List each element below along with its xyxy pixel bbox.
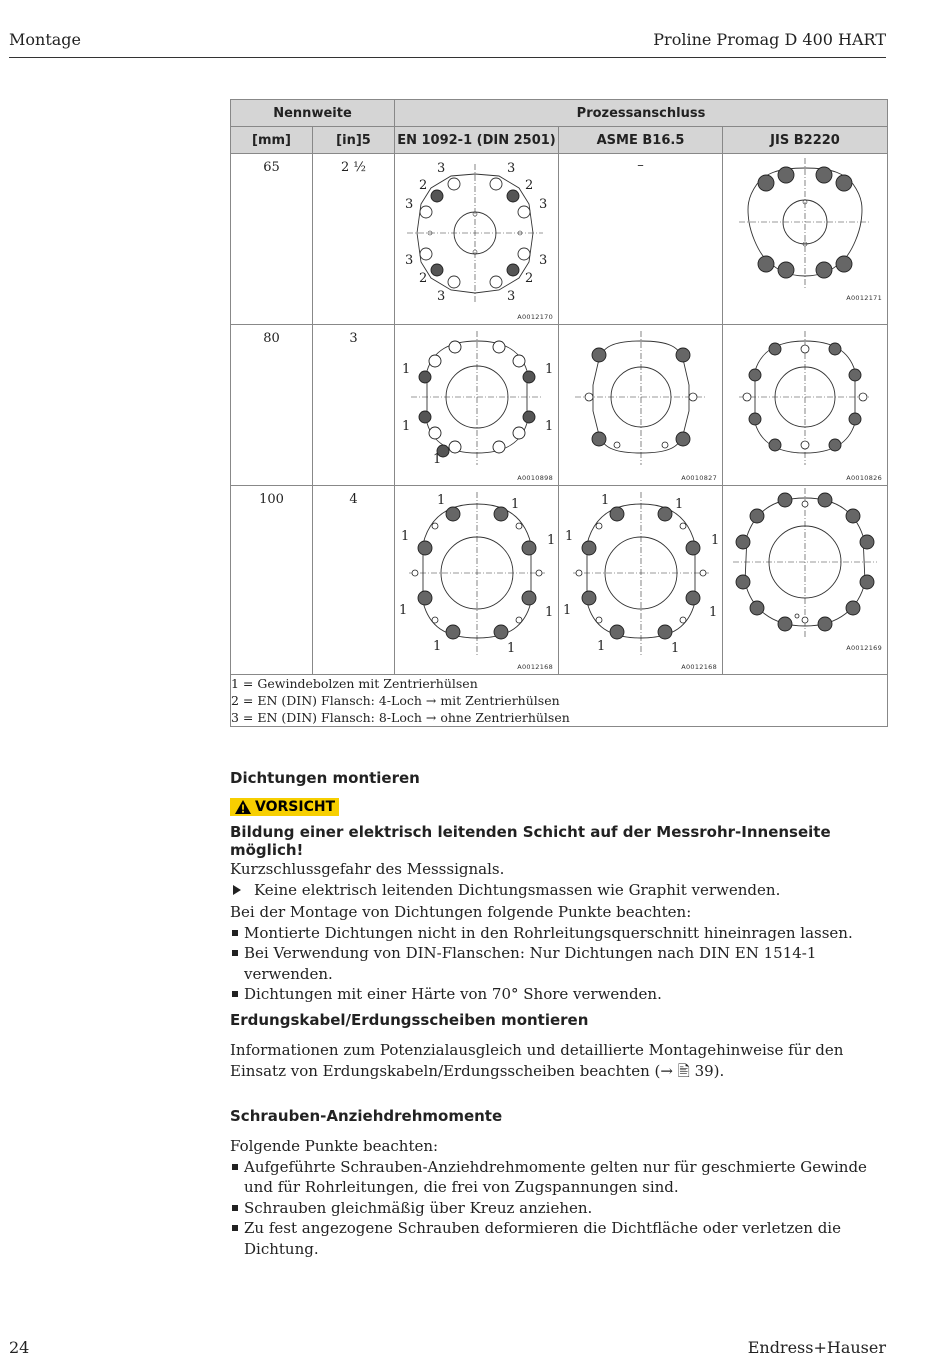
callout-3: 3 [405,253,414,268]
cell-mm: 100 [231,486,313,675]
intro-text: Bei der Montage von Dichtungen folgende Punkte beachten: [230,903,692,921]
cell-mm: 65 [231,154,313,325]
callout-1: 1 [563,603,572,618]
flange-drawing-asme-80 [559,325,723,486]
callout-3: 3 [507,161,516,176]
list-item: Schrauben gleichmäßig über Kreuz anziehen. [230,1198,890,1219]
flange-drawing-en-100 [395,486,559,675]
section-schrauben [230,1107,890,1125]
figure-code: A0010826 [846,474,882,482]
figure-code: A0010827 [681,474,717,482]
figure-code: A0012169 [846,644,882,652]
warning-headline: Bildung einer elektrisch leitenden Schicht auf der Messrohr-Innenseite möglich! [230,823,831,859]
footer-brand: Endress+Hauser [747,1338,886,1357]
header-jis: JIS B2220 [723,127,888,154]
callout-1: 1 [433,452,442,467]
callout-1: 1 [565,529,574,544]
warning-text: Kurzschlussgefahr des Messsignals. [230,860,505,878]
header-prozessanschluss: Prozessanschluss [395,100,888,127]
erdung-text-block [230,1040,890,1081]
list-item: Dichtungen mit einer Härte von 70° Shore verwenden. [230,984,890,1005]
callout-3: 3 [539,197,548,212]
cell-in: 3 [313,325,395,486]
section-erdung [230,1011,890,1029]
figure-code: A0012170 [517,313,553,321]
header-asme: ASME B16.5 [559,127,723,154]
callout-2: 2 [419,271,428,286]
callout-3: 3 [539,253,548,268]
callout-3: 3 [405,197,414,212]
callout-2: 2 [525,178,534,193]
section-title: Dichtungen montieren [230,769,420,787]
callout-1: 1 [711,533,720,548]
erdung-text: Informationen zum Potenzialausgleich und detaillierte Montagehinweise für den Einsatz von Erdungskabeln/Erdungsscheiben beachten (→ 🖹 39). [230,1041,844,1080]
flange-drawing-asme-100 [559,486,723,675]
header-in: [in]5 [313,127,395,154]
header-en: EN 1092-1 (DIN 2501) [395,127,559,154]
cell-in: 2 ½ [313,154,395,325]
cell-mm: 80 [231,325,313,486]
callout-2: 2 [525,271,534,286]
warning-block [230,798,890,819]
running-header-product: Proline Promag D 400 HART [653,30,886,49]
callout-3: 3 [507,289,516,304]
callout-1: 1 [545,605,554,620]
table-row [231,154,888,325]
callout-3: 3 [437,289,446,304]
callout-1: 1 [547,533,556,548]
flange-drawing-en-65 [395,154,559,325]
list-item: Aufgeführte Schrauben-Anziehdrehmomente gelten nur für geschmierte Gewinde und für Rohrleitungen, die frei von Zugspannungen sind. [230,1157,890,1198]
table-row [231,325,888,486]
flange-drawing-jis-100 [723,486,888,675]
dichtungen-list [230,902,890,1005]
table-row [231,486,888,675]
legend-item: 2 = EN (DIN) Flansch: 4-Loch → mit Zentrierhülsen [231,693,560,708]
callout-1: 1 [671,641,680,656]
callout-1: 1 [507,641,516,656]
legend-item: 3 = EN (DIN) Flansch: 8-Loch → ohne Zentrierhülsen [231,710,570,725]
figure-code: A0012168 [681,663,717,671]
flange-table [230,99,888,727]
figure-code: A0012171 [846,294,882,302]
section-title: Schrauben-Anziehdrehmomente [230,1107,503,1125]
callout-1: 1 [597,639,606,654]
schrauben-list [230,1136,890,1259]
flange-drawing-jis-65 [723,154,888,325]
callout-1: 1 [545,362,554,377]
callout-1: 1 [545,419,554,434]
section-dichtungen [230,769,890,787]
header-nennweite: Nennweite [231,100,395,127]
table-legend [231,675,888,727]
callout-1: 1 [402,419,411,434]
warning-badge [230,798,339,816]
section-title: Erdungskabel/Erdungsscheiben montieren [230,1011,589,1029]
callout-1: 1 [401,529,410,544]
warning-action [230,880,890,901]
callout-1: 1 [433,639,442,654]
not-available-dash: – [637,158,644,173]
flange-drawing-asme-65 [559,154,723,325]
flange-drawing-jis-80 [723,325,888,486]
figure-code: A0010898 [517,474,553,482]
running-header-section: Montage [9,30,81,49]
header-mm: [mm] [231,127,313,154]
callout-1: 1 [675,497,684,512]
callout-1: 1 [402,362,411,377]
list-item: Bei Verwendung von DIN-Flanschen: Nur Dichtungen nach DIN EN 1514-1 verwenden. [230,943,890,984]
list-item: Zu fest angezogene Schrauben deformieren die Dichtfläche oder verletzen die Dichtung. [230,1218,890,1259]
intro-text: Folgende Punkte beachten: [230,1137,439,1155]
callout-1: 1 [601,493,610,508]
warning-action-text: Keine elektrisch leitenden Dichtungsmassen wie Graphit verwenden. [254,880,781,899]
cell-in: 4 [313,486,395,675]
warning-triangle-icon [234,799,252,815]
warning-label: VORSICHT [255,799,336,815]
callout-1: 1 [437,493,446,508]
callout-2: 2 [419,178,428,193]
legend-item: 1 = Gewindebolzen mit Zentrierhülsen [231,676,478,691]
callout-1: 1 [399,603,408,618]
header-rule [9,57,886,58]
flange-drawing-en-80 [395,325,559,486]
figure-code: A0012168 [517,663,553,671]
callout-3: 3 [437,161,446,176]
callout-1: 1 [511,497,520,512]
page-number: 24 [9,1338,30,1357]
callout-1: 1 [709,605,718,620]
warning-content [230,823,890,900]
list-item: Montierte Dichtungen nicht in den Rohrleitungsquerschnitt hineinragen lassen. [230,923,890,944]
